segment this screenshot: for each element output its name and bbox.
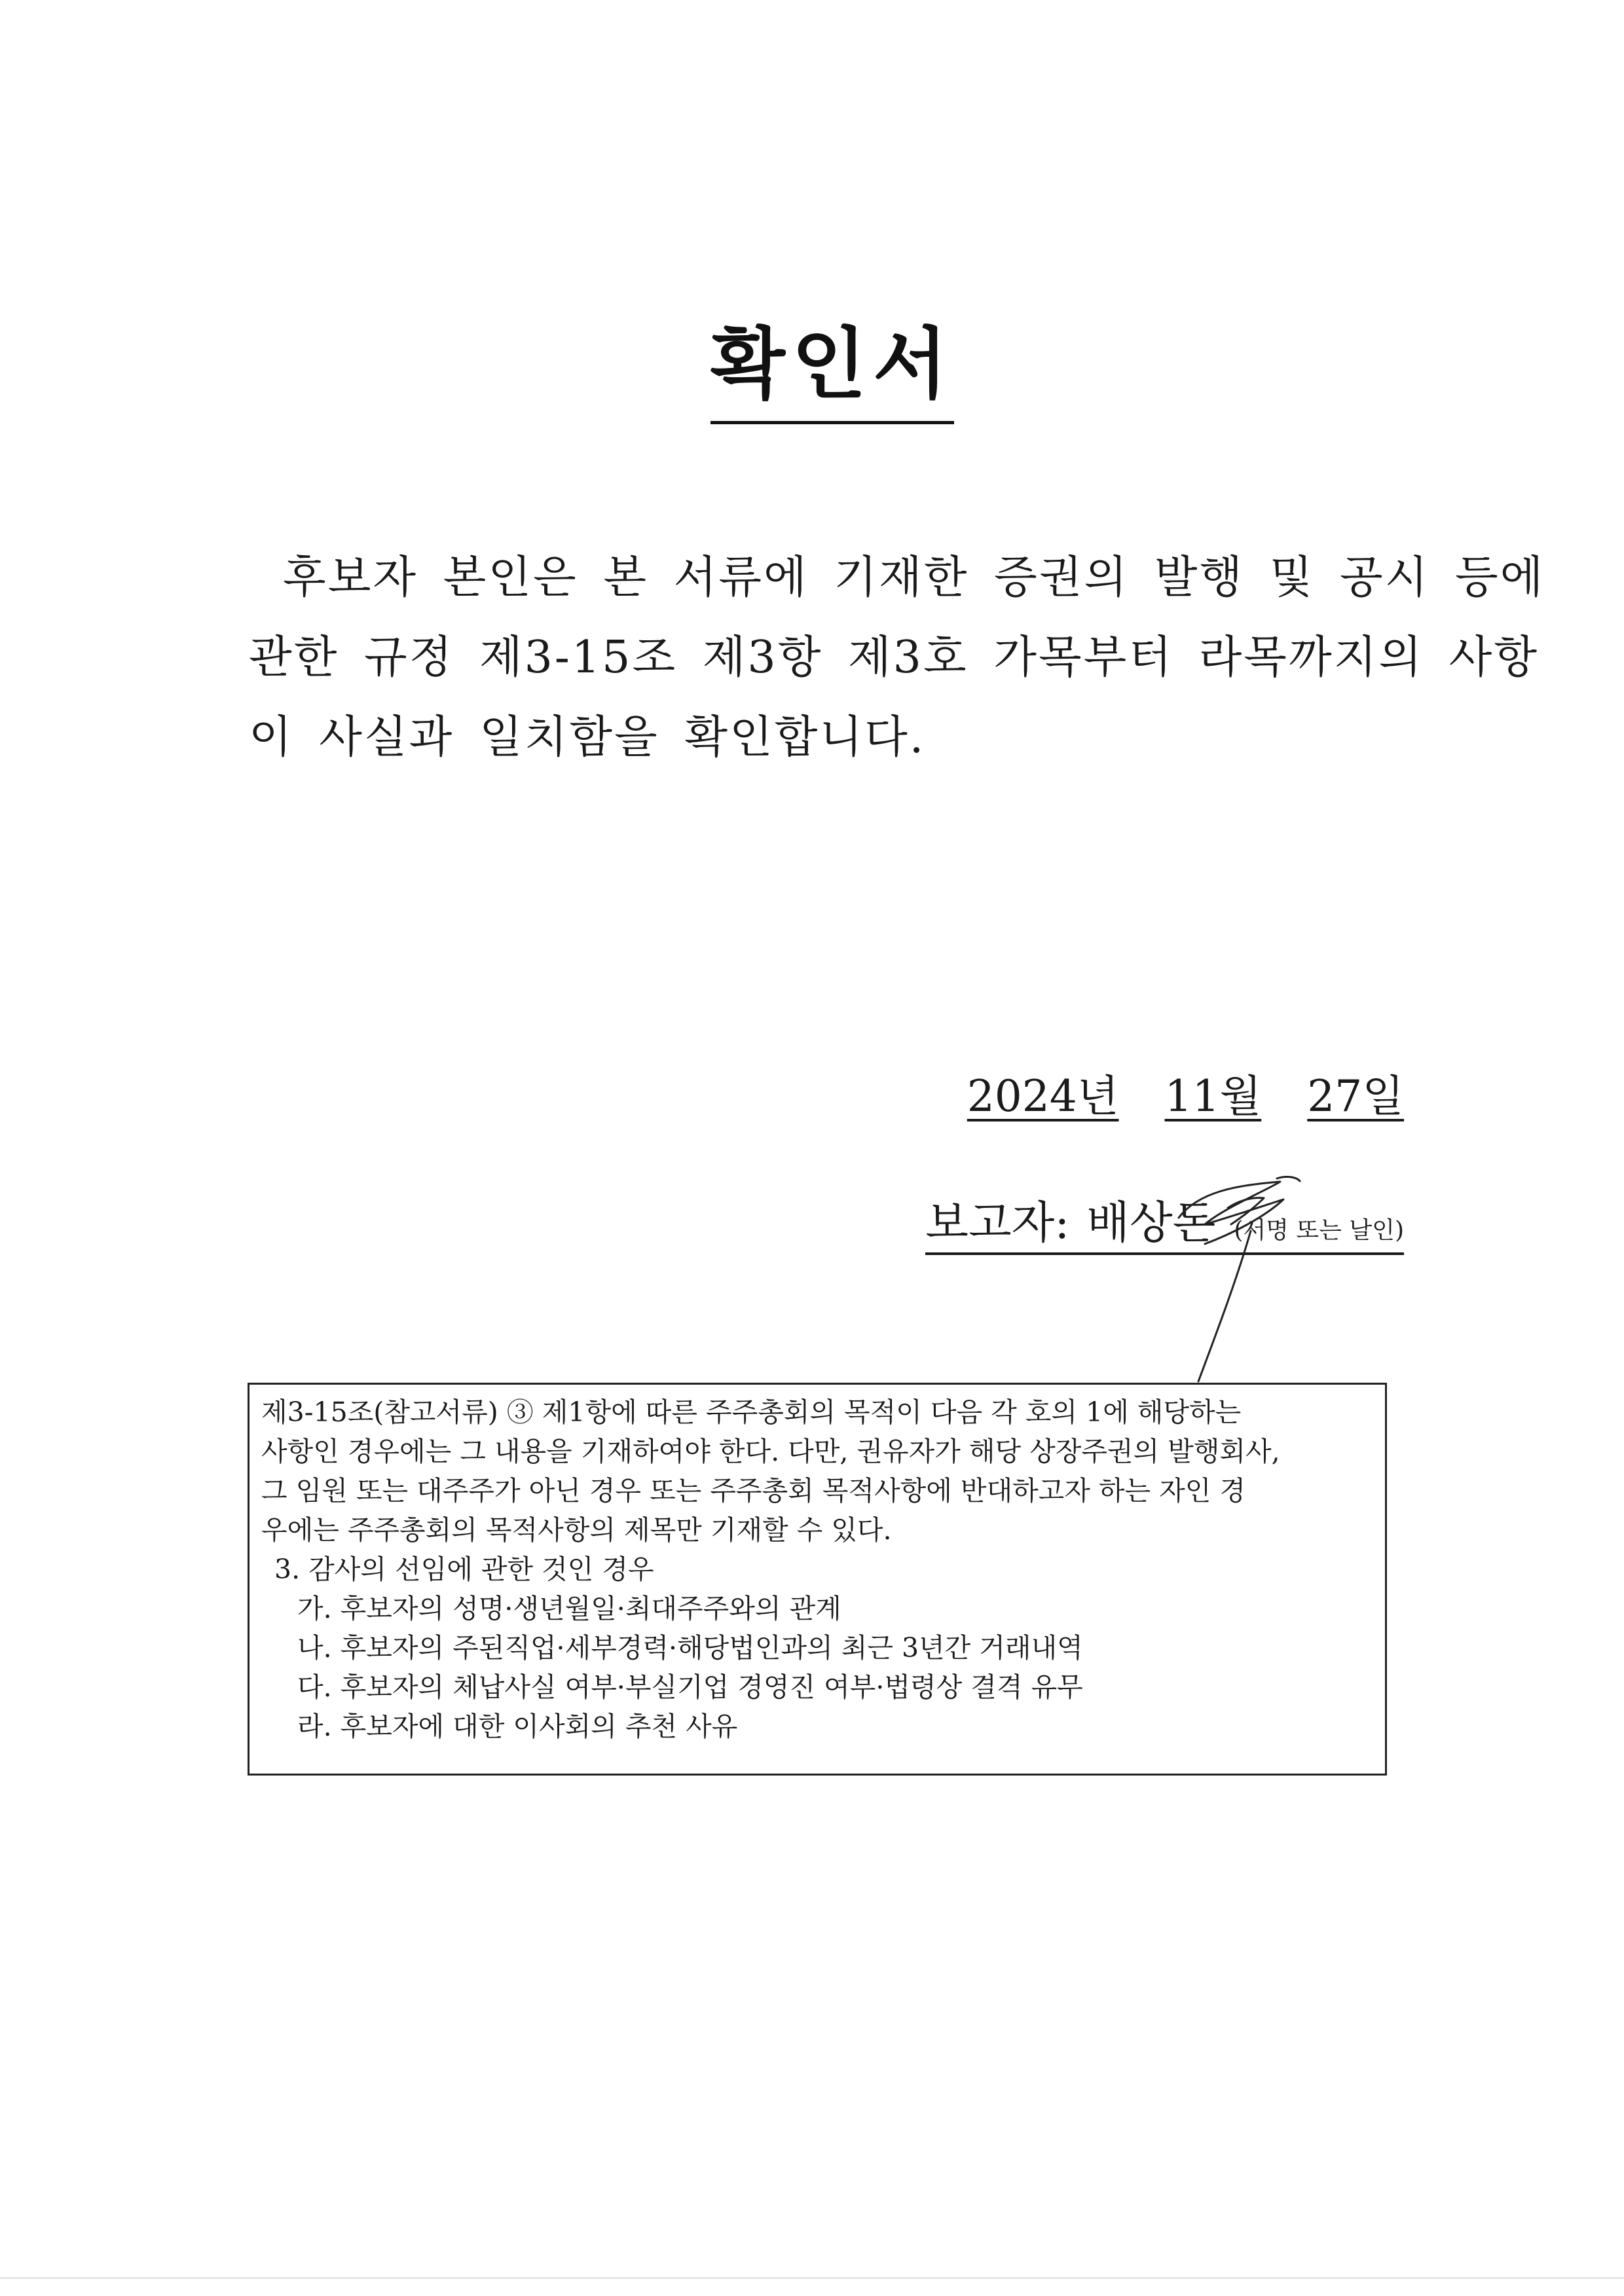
statement-line: 이 사실과 일치함을 확인합니다. [249,712,926,763]
statement-line: 후보자 본인은 본 서류에 기재한 증권의 발행 및 공시 등에 [283,552,1545,604]
date-month: 11월 [1164,1071,1262,1121]
regulation-reference-box [248,1383,1387,1776]
regulation-line: 우에는 주주총회의 목적사항의 제목만 기재할 수 있다. [261,1514,892,1546]
regulation-subitem: 나. 후보자의 주된직업·세부경력·해당법인과의 최근 3년간 거래내역 [297,1632,1083,1664]
regulation-subitem: 가. 후보자의 성명·생년월일·최대주주와의 관계 [297,1593,841,1624]
date-day: 27일 [1307,1071,1404,1121]
regulation-line: 제3-15조(참고서류) ③ 제1항에 따른 주주총회의 목적이 다음 각 호의 1에 해당하는 [261,1396,1242,1428]
date-line [967,1071,1404,1121]
reporter-line [925,1197,1404,1255]
regulation-item: 3. 감사의 선임에 관한 것인 경우 [274,1554,654,1585]
regulation-line: 그 임원 또는 대주주가 아닌 경우 또는 주주총회 목적사항에 반대하고자 하는 자인 경 [261,1475,1246,1506]
regulation-subitem: 다. 후보자의 체납사실 여부·부실기업 경영진 여부·법령상 결격 유무 [297,1671,1083,1703]
confirmation-statement [249,538,1545,778]
handwritten-signature [1166,1172,1316,1388]
date-year: 2024년 [967,1071,1119,1121]
statement-line: 관한 규정 제3-15조 제3항 제3호 가목부터 라목까지의 사항 [249,632,1540,683]
reporter-label: 보고자: [925,1197,1070,1249]
scan-edge-divider [0,2277,1624,2279]
regulation-subitem: 라. 후보자에 대한 이사회의 추천 사유 [297,1711,738,1742]
regulation-line: 사항인 경우에는 그 내용을 기재하여야 한다. 다만, 권유자가 해당 상장주권의 발행회사, [261,1436,1280,1467]
document-title: 확인서 [710,325,954,424]
signature-note: (서명 또는 날인) [1234,1217,1404,1244]
reporter-name: 배상돈 [1086,1197,1216,1249]
